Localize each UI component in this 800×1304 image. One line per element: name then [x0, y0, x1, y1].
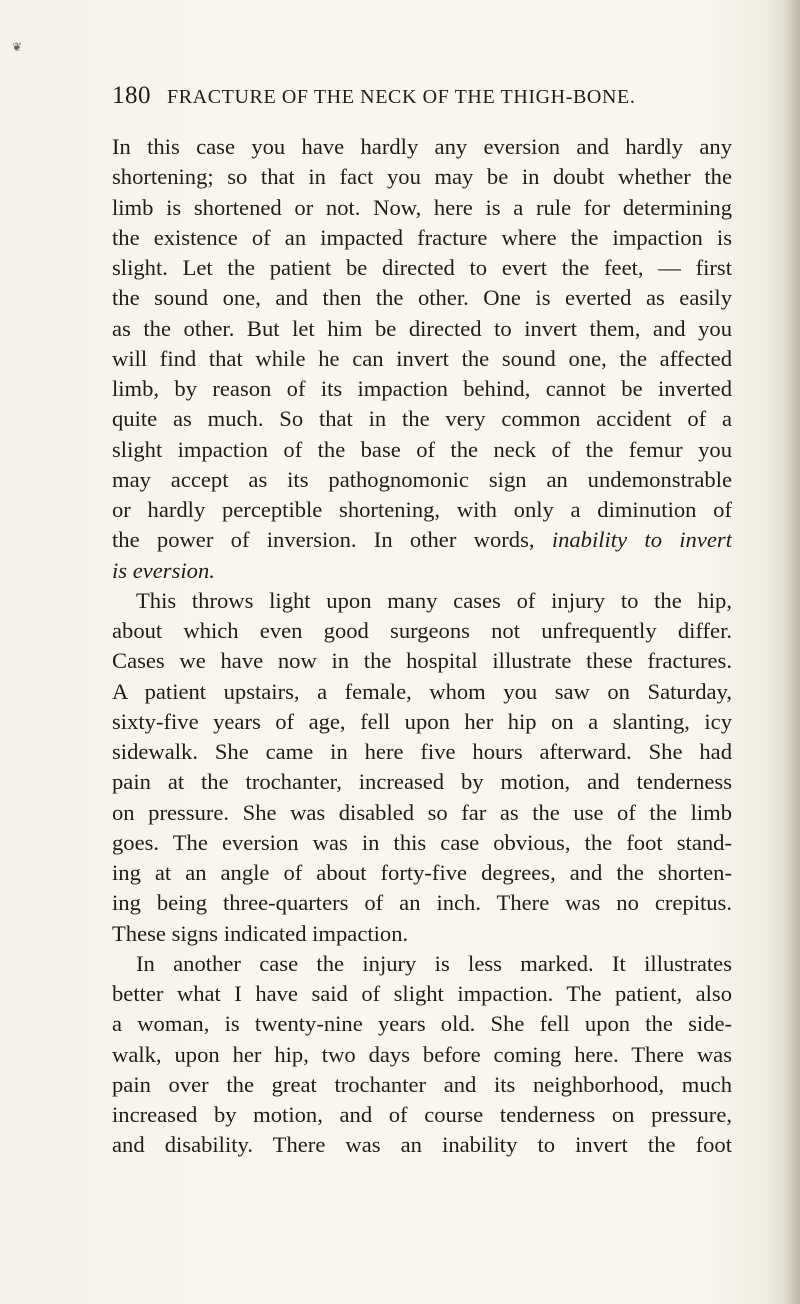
- line-text: the sound one, and then the other. One is everted as easily: [112, 285, 732, 311]
- text-line: [112, 465, 732, 495]
- line-text: may accept as its pathognomonic sign an undemonstrable: [112, 466, 732, 492]
- text-line: [112, 374, 732, 404]
- text-line: [112, 979, 732, 1009]
- text-line: [112, 828, 732, 858]
- text-line: [112, 556, 732, 586]
- line-text: as the other. But let him be directed to invert them, and you: [112, 315, 732, 341]
- line-text: or hardly perceptible shortening, with only a diminution of: [112, 497, 732, 522]
- line-text: sidewalk. She came in here five hours afterward. She had: [112, 739, 732, 764]
- line-text: and disability. There was an inability to invert the foot: [112, 1132, 732, 1158]
- line-text: ing being three-quarters of an inch. There was no crepitus.: [112, 890, 732, 916]
- line-text: In another case the injury is less marked. It illustrates: [136, 950, 732, 976]
- line-text: sixty-five years of age, fell upon her hip on a slanting, icy: [112, 708, 732, 734]
- text-line: [112, 646, 732, 676]
- text-line: [112, 162, 732, 192]
- line-text: the power of inversion. In other words,: [112, 527, 552, 553]
- text-line: [112, 858, 732, 888]
- line-text: the existence of an impacted fracture where the impaction is: [112, 224, 732, 250]
- text-line: [112, 798, 732, 828]
- text-line: [112, 404, 732, 434]
- text-line: [112, 767, 732, 797]
- text-line: [112, 677, 732, 707]
- page-header: [112, 82, 692, 112]
- italic-text: inability to invert: [551, 527, 732, 553]
- line-text: limb is shortened or not. Now, here is a rule for determining: [112, 194, 732, 220]
- line-text: increased by motion, and of course tenderness on pressure,: [112, 1102, 732, 1127]
- italic-text: is eversion.: [112, 557, 215, 583]
- running-head: FRACTURE OF THE NECK OF THE THIGH-BONE.: [167, 86, 636, 108]
- text-line: [112, 283, 732, 313]
- line-text: quite as much. So that in the very common accident of a: [112, 406, 732, 432]
- text-line: [112, 616, 732, 646]
- text-line: [112, 525, 732, 555]
- line-text: A patient upstairs, a female, whom you saw on Saturday,: [112, 678, 732, 704]
- text-line: [112, 919, 732, 949]
- line-text: slight. Let the patient be directed to evert the feet, — first: [112, 255, 732, 280]
- line-text: slight impaction of the base of the neck of the femur you: [112, 436, 732, 462]
- text-line: [112, 344, 732, 374]
- line-text: a woman, is twenty-nine years old. She fell upon the side-: [112, 1011, 732, 1037]
- line-text: walk, upon her hip, two days before coming here. There was: [112, 1041, 732, 1067]
- line-text: Cases we have now in the hospital illustrate these fractures.: [112, 648, 732, 674]
- text-line: [112, 253, 732, 283]
- text-line: [112, 223, 732, 253]
- text-line: [112, 1009, 732, 1039]
- line-text: better what I have said of slight impaction. The patient, also: [112, 981, 732, 1006]
- text-line: [112, 1040, 732, 1070]
- line-text: ing at an angle of about forty-five degrees, and the shorten-: [112, 860, 732, 885]
- line-text: on pressure. She was disabled so far as the use of the limb: [112, 799, 732, 825]
- line-text: In this case you have hardly any eversion and hardly any: [112, 134, 732, 159]
- line-text: will find that while he can invert the sound one, the affected: [112, 345, 732, 371]
- line-text: about which even good surgeons not unfrequently differ.: [112, 618, 732, 643]
- text-line: [112, 435, 732, 465]
- text-line: [112, 1070, 732, 1100]
- margin-mark: ❦: [12, 40, 23, 54]
- text-line: [112, 1130, 732, 1160]
- line-text: These signs indicated impaction.: [112, 920, 409, 946]
- line-text: pain over the great trochanter and its neighborhood, much: [112, 1071, 732, 1097]
- line-text: shortening; so that in fact you may be in doubt whether the: [112, 164, 732, 190]
- text-line: [112, 132, 732, 162]
- text-line: [112, 586, 732, 616]
- line-text: This throws light upon many cases of injury to the hip,: [136, 587, 732, 613]
- text-line: [112, 314, 732, 344]
- text-line: [112, 193, 732, 223]
- text-line: [112, 495, 732, 525]
- text-line: [112, 737, 732, 767]
- text-line: [112, 888, 732, 918]
- page-number: 180: [112, 82, 151, 109]
- line-text: goes. The eversion was in this case obvious, the foot stand-: [112, 829, 732, 855]
- text-line: [112, 707, 732, 737]
- line-text: pain at the trochanter, increased by motion, and tenderness: [112, 769, 732, 795]
- text-line: [112, 949, 732, 979]
- page-edge-shadow: [784, 0, 800, 1304]
- body-text: [112, 132, 732, 1161]
- text-line: [112, 1100, 732, 1130]
- line-text: limb, by reason of its impaction behind, cannot be inverted: [112, 376, 732, 401]
